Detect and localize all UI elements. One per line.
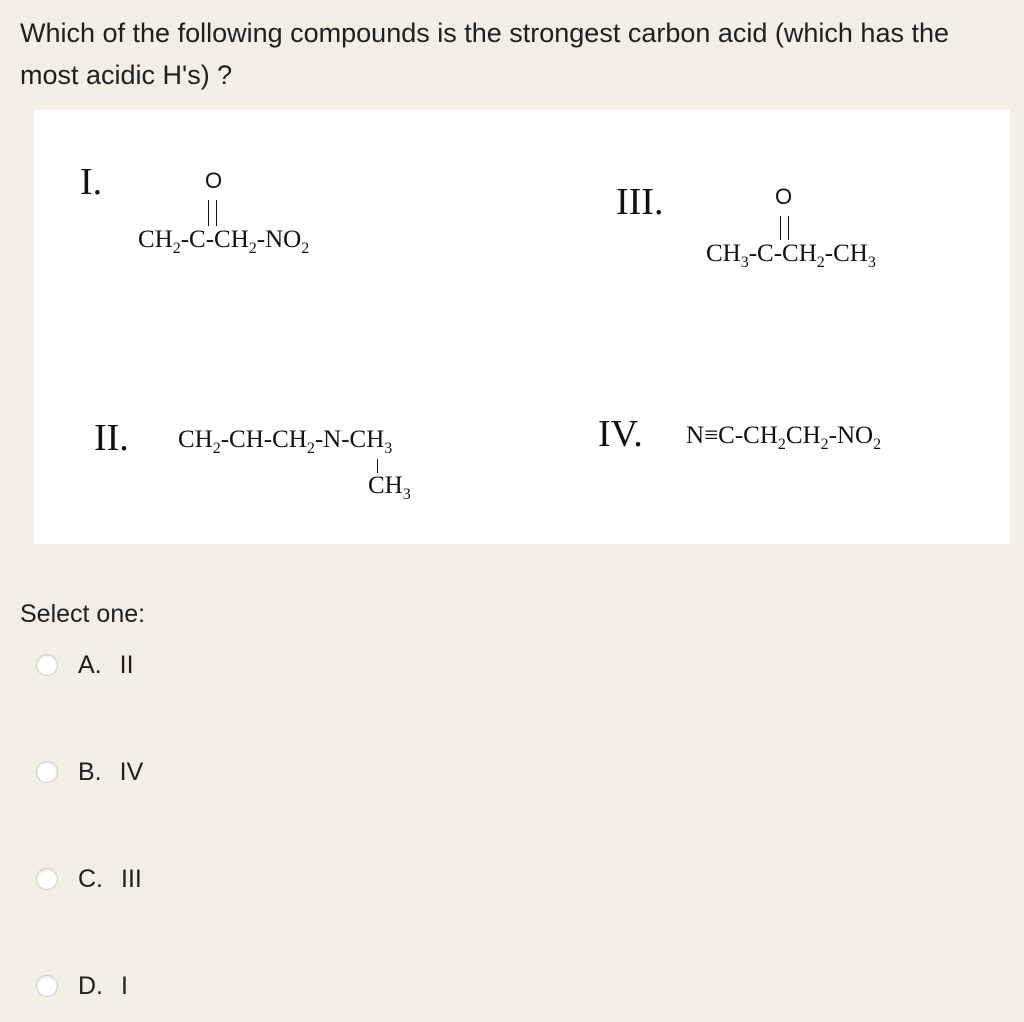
compound-2-formula: $CH_2-CH-CH_2-N-CH_3$	[178, 426, 393, 457]
compound-2-branch-bond	[377, 459, 378, 473]
radio-button-icon[interactable]	[36, 868, 58, 890]
compound-4-numeral: IV.	[598, 413, 643, 455]
compound-3-numeral: III.	[616, 181, 664, 223]
option-a[interactable]	[36, 647, 134, 683]
radio-button-icon[interactable]	[36, 761, 58, 783]
option-letter: D.	[78, 971, 103, 1000]
compound-3-formula: $CH_3-C-CH_2-CH_3$	[706, 240, 876, 271]
compound-structures-figure	[34, 110, 1010, 544]
option-letter: C.	[78, 864, 103, 893]
option-text: I	[121, 971, 128, 1000]
compound-1-formula: $CH_2-C-CH_2-NO_2$	[138, 226, 310, 257]
option-text: II	[119, 650, 134, 679]
radio-button-icon[interactable]	[36, 975, 58, 997]
option-letter: A.	[78, 650, 102, 679]
option-c[interactable]	[36, 861, 142, 897]
radio-button-icon[interactable]	[36, 654, 58, 676]
option-letter: B.	[78, 757, 102, 786]
compound-1-oxygen: O	[205, 168, 223, 193]
compound-1-double-bond	[208, 200, 217, 226]
option-b[interactable]	[36, 754, 143, 790]
compound-2-branch-methyl: $CH_3$	[368, 472, 411, 503]
compound-4-formula: $N\equiv C-CH_2CH_2-NO_2$	[686, 422, 882, 453]
select-one-label: Select one:	[20, 600, 146, 628]
question-text: Which of the following compounds is the strongest carbon acid (which has the most acidic H's) ?	[20, 18, 949, 90]
compound-3-double-bond	[780, 216, 789, 240]
compound-1-numeral: I.	[80, 161, 103, 203]
option-text: IV	[119, 757, 144, 786]
option-d[interactable]	[36, 968, 128, 1004]
compound-2-numeral: II.	[94, 417, 129, 459]
triple-bond: ≡	[704, 422, 719, 449]
compound-3-oxygen: O	[775, 184, 793, 209]
option-text: III	[121, 864, 142, 893]
